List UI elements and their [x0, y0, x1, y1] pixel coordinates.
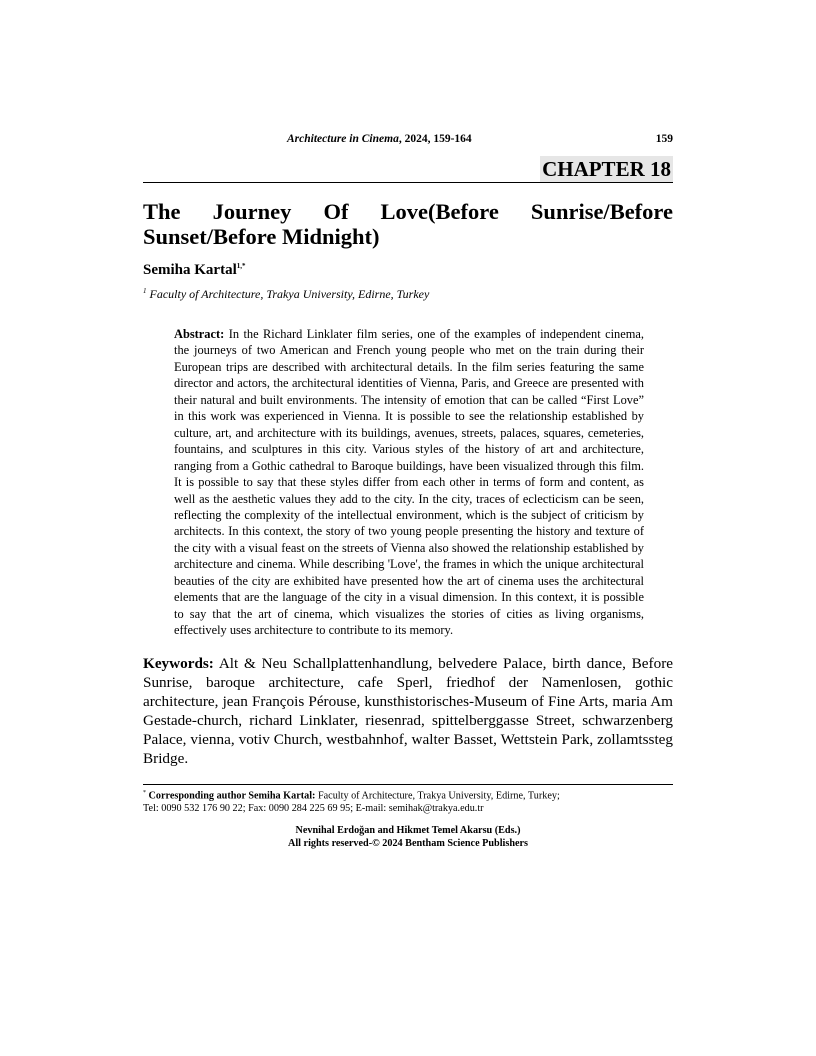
footnote: * Corresponding author Semiha Kartal: Faculty of Architecture, Trakya University, Edirne, Turkey; Tel: 0090 532 176 90 22; Fax: 0090 284 225 69 95; E-mail: semihak@trakya.edu.tr — [143, 790, 560, 814]
editors: Nevnihal Erdoğan and Hikmet Temel Akarsu (Eds.) — [295, 825, 521, 836]
journal-title: Architecture in Cinema — [287, 133, 399, 145]
author: Semiha Kartal$^{1,*}$ — [143, 262, 246, 278]
page-number: 159 — [655, 133, 673, 145]
contact-info: Tel: 0090 532 176 90 22; Fax: 0090 284 225 69 95; E-mail: semihak@trakya.edu.tr — [143, 802, 484, 814]
abstract-text: In the Richard Linklater film series, one of the examples of independent cinema, the journeys of two American and French young people who met on the train during their European trips are described with architectural details. In the film series featuring the same director and actors, the architectural identities of Vienna, Paris, and Greece are presented with their natural and built environments. The intensity of emotion that can be called “First Love” in this work was experienced in Vienna. It is possible to see the relationship established by culture, art, and architecture with its buildings, avenues, streets, palaces, squares, cemeteries, fountains, and sculptures in this city. Various styles of the history of art and architecture, ranging from a Gothic cathedral to Baroque buildings, have been visualized through this film. It is possible to say that these styles differ from each other in terms of form and content, as well as the aesthetic values they add to the city. In the city, traces of eclecticism can be seen, reflecting the complexity of the intellectual environment, which is the subject of criticism by architects. In this context, the story of two young people presenting the history and texture of the city with a visual feast on the streets of Vienna also showed the relationship established by architecture and cinema. While describing 'Love', the frames in which the unique architectural beauties of the city are exhibited have presented how the art of cinema uses the architectural elements that are the language of the city in a visual dimension. In this context, it is possible to say that the art of cinema, which visualizes the stories of cities as living organisms, effectively uses architecture to contribute to its memory. — [174, 327, 644, 638]
chapter-title: The Journey Of Love(Before Sunrise/Before Sunset/Before Midnight) — [143, 199, 673, 249]
publisher-info — [143, 825, 673, 850]
chapter-label: CHAPTER 18 — [542, 157, 671, 181]
keywords-text: Alt & Neu Schallplattenhandlung, belvedere Palace, birth dance, Before Sunrise, baroque architecture, cafe Sperl, friedhof der Namenlosen, gothic architecture, jean François Pérouse, kunsthistorisches-Museum of Fine Arts, maria Am Gestade-church, richard Linklater, riesenrad, spittelberggasse Street, schwarzenberg Palace, vienna, votiv Church, westbahnhof, walter Basset, Wettstein Park, zollamtssteg Bridge. — [143, 655, 673, 767]
header-rule — [143, 182, 673, 183]
keywords-label: Keywords: — [143, 655, 214, 672]
abstract-label: Abstract: — [174, 327, 225, 341]
journal-info: , 2024, 159-164 — [398, 133, 472, 145]
rights: All rights reserved-© 2024 Bentham Science Publishers — [287, 837, 529, 849]
keywords — [143, 654, 673, 768]
footnote-rule — [143, 784, 673, 785]
abstract — [174, 326, 644, 639]
affiliation: $^1$ Faculty of Architecture, Trakya University, Edirne, Turkey — [143, 287, 430, 301]
